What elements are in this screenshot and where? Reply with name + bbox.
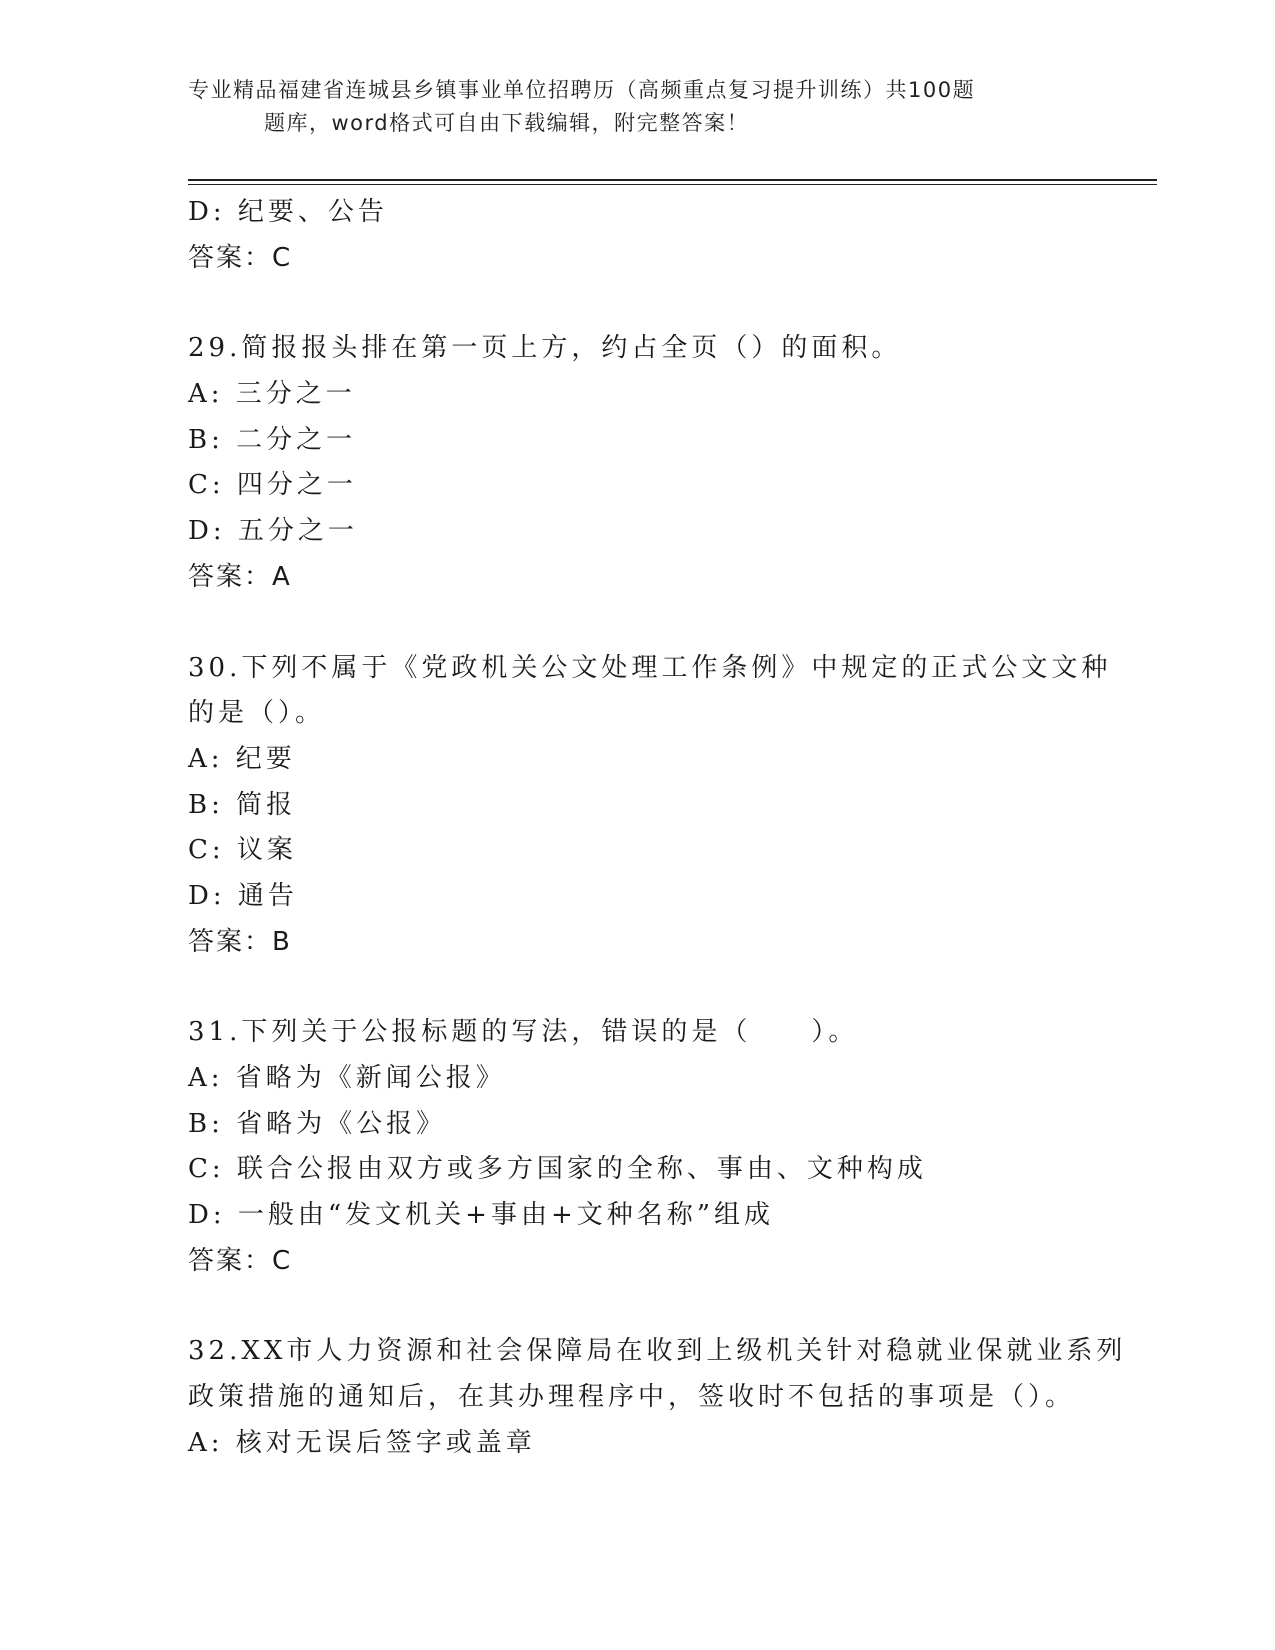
option-b: B: 省略为《公报》	[188, 1108, 447, 1139]
option-b: B: 二分之一	[188, 424, 357, 455]
option-a: A: 核对无误后签字或盖章	[188, 1427, 536, 1458]
header-title-line2: 题库，word格式可自由下载编辑，附完整答案！	[264, 111, 750, 135]
header-divider-thin	[188, 184, 1157, 185]
question-title: 31.下列关于公报标题的写法，错误的是（ ）。	[188, 1017, 859, 1048]
option-a: A: 省略为《新闻公报》	[188, 1063, 506, 1093]
question-29	[188, 326, 1088, 600]
option-d: D: 五分之一	[188, 516, 358, 547]
question-title-continued: 的是（）。	[188, 698, 326, 729]
question-title: 29.简报报头排在第一页上方，约占全页（）的面积。	[188, 333, 902, 364]
header-title-line1: 专业精品福建省连城县乡镇事业单位招聘历（高频重点复习提升训练）共100题	[188, 78, 976, 102]
question-title-continued: 政策措施的通知后，在其办理程序中，签收时不包括的事项是（）。	[188, 1382, 1076, 1413]
document-header	[188, 74, 1068, 140]
question-title: 30.下列不属于《党政机关公文处理工作条例》中规定的正式公文文种	[188, 652, 1112, 683]
option-d: D: 纪要、公告	[188, 197, 388, 227]
option-a: A: 三分之一	[188, 379, 356, 410]
question-30	[188, 646, 1112, 966]
question-title: 32.XX市人力资源和社会保障局在收到上级机关针对稳就业保就业系列	[188, 1336, 1127, 1367]
answer-line: 答案：C	[188, 242, 293, 273]
option-b: B: 简报	[188, 789, 297, 820]
option-c: C: 联合公报由双方或多方国家的全称、事由、文种构成	[188, 1154, 927, 1185]
option-a: A: 纪要	[188, 743, 296, 774]
header-divider-thick	[188, 179, 1157, 181]
answer-line: 答案：C	[188, 1245, 293, 1276]
question-31	[188, 1010, 1088, 1284]
answer-line: 答案：A	[188, 561, 292, 592]
question-32	[188, 1329, 1127, 1466]
option-c: C: 四分之一	[188, 470, 357, 501]
option-d: D: 一般由“发文机关+事由+文种名称”组成	[188, 1200, 775, 1231]
answer-line: 答案：B	[188, 926, 292, 957]
question-list	[188, 190, 1127, 1467]
option-c: C: 议案	[188, 835, 297, 866]
option-d: D: 通告	[188, 880, 298, 911]
